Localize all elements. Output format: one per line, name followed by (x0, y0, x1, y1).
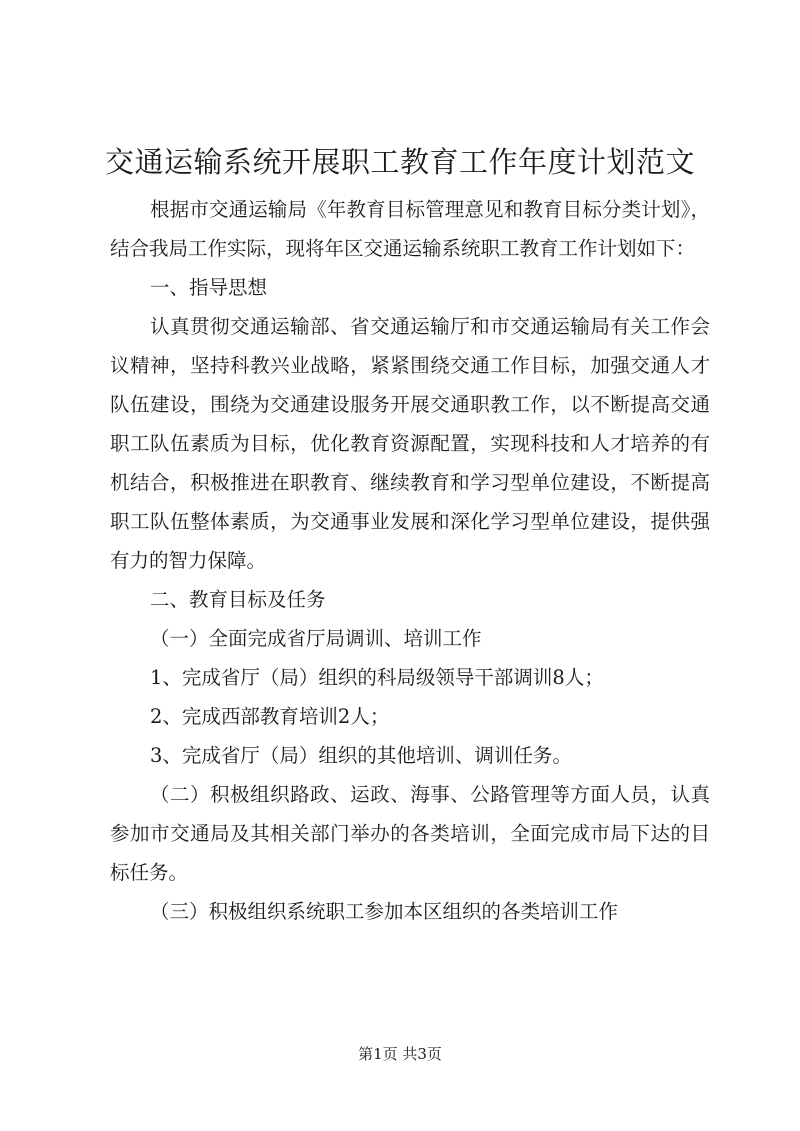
guiding-ideology-paragraph: 认真贯彻交通运输部、省交通运输厅和市交通运输局有关工作会议精神，坚持科教兴业战略，紧紧围绕交通工作目标，加强交通人才队伍建设，围绕为交通建设服务开展交通职教工作，以不断提高交通职工队伍素质为目标，优化教育资源配置，实现科技和人才培养的有机结合，积极推进在职教育、继续教育和学习型单位建设，不断提高职工队伍整体素质，为交通事业发展和深化学习型单位建设，提供强有力的智力保障。 (110, 315, 710, 572)
page-footer (0, 1044, 800, 1064)
list-item: 3、完成省厅（局）组织的其他培训、调训任务。 (150, 744, 572, 767)
page-number: 第1页 共3页 (358, 1045, 442, 1063)
document-title: 交通运输系统开展职工教育工作年度计划范文 (104, 145, 695, 179)
subsection-heading-1: （一）全面完成省厅局调训、培训工作 (150, 627, 482, 650)
subsection-paragraph-2: （二）积极组织路政、运政、海事、公路管理等方面人员，认真参加市交通局及其相关部门举办的各类培训，全面完成市局下达的目标任务。 (110, 783, 710, 884)
subsection-heading-3: （三）积极组织系统职工参加本区组织的各类培训工作 (150, 900, 619, 923)
section-heading-guiding-ideology: 一、指导思想 (150, 276, 268, 299)
section-heading-goals-tasks: 二、教育目标及任务 (150, 588, 326, 611)
intro-paragraph: 根据市交通运输局《年教育目标管理意见和教育目标分类计划》，结合我局工作实际，现将年区交通运输系统职工教育工作计划如下： (110, 198, 710, 260)
document-body (110, 190, 710, 931)
list-item: 1、完成省厅（局）组织的科局级领导干部调训8人； (150, 666, 604, 689)
list-item: 2、完成西部教育培训2人； (150, 705, 390, 728)
